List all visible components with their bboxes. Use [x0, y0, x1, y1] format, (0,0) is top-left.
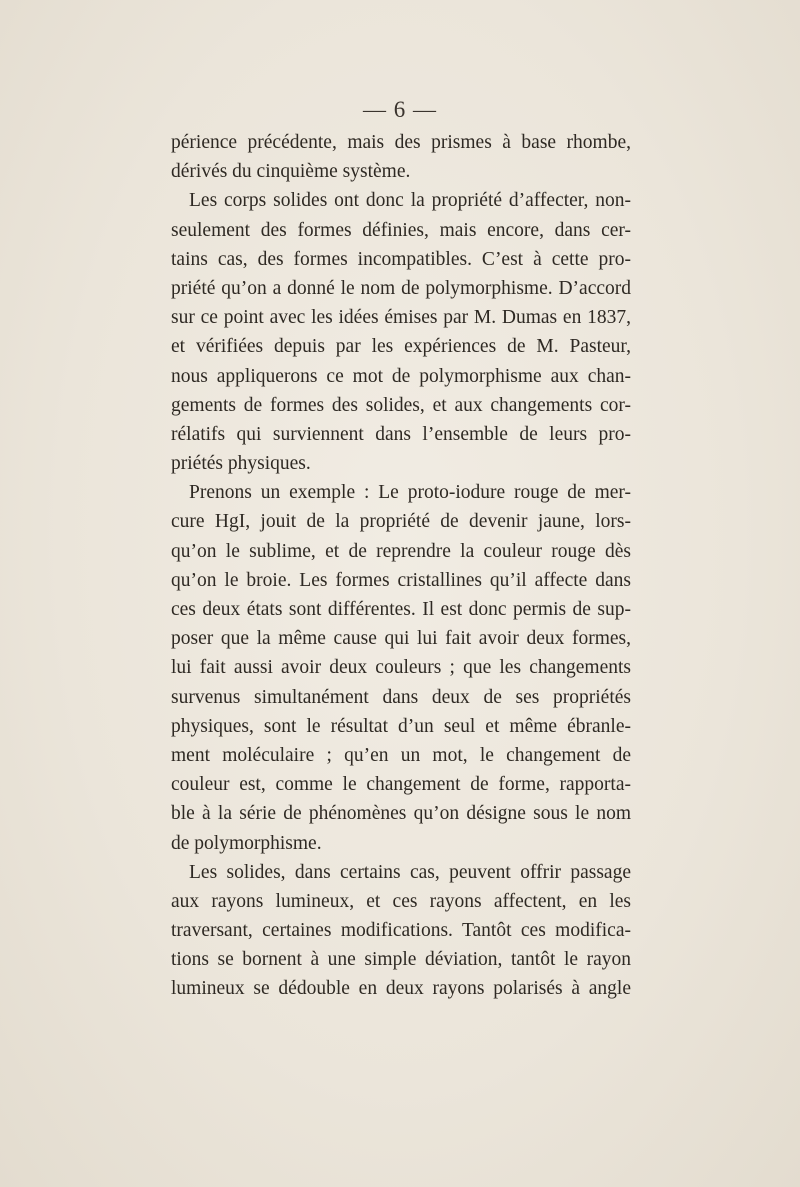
text-line: survenus simultanément dans deux de ses propriétés: [171, 686, 631, 708]
text-line: seulement des formes définies, mais encore, dans cer-: [171, 219, 631, 241]
text-line: lumineux se dédouble en deux rayons polarisés à angle: [171, 978, 631, 1000]
text-line: Prenons un exemple : Le proto-iodure rouge de mer-: [189, 482, 631, 504]
text-line: Les corps solides ont donc la propriété d’affecter, non-: [189, 190, 631, 212]
paragraph: [171, 478, 631, 857]
text-line: aux rayons lumineux, et ces rayons affectent, en les: [171, 890, 631, 912]
text-line: rélatifs qui surviennent dans l’ensemble de leurs pro-: [171, 423, 631, 445]
text-line: nous appliquerons ce mot de polymorphisme aux chan-: [171, 365, 631, 387]
text-line: qu’on le sublime, et de reprendre la couleur rouge dès: [171, 540, 631, 562]
text-line: ment moléculaire ; qu’en un mot, le changement de: [171, 744, 631, 766]
text-line: lui fait aussi avoir deux couleurs ; que les changements: [171, 657, 631, 679]
text-line: de polymorphisme.: [171, 832, 322, 854]
page-number: — 6 —: [363, 97, 437, 122]
text-line: priétés physiques.: [171, 453, 311, 475]
text-line: ble à la série de phénomènes qu’on désigne sous le nom: [171, 803, 631, 825]
text-line: poser que la même cause qui lui fait avoir deux formes,: [171, 628, 631, 650]
text-line: qu’on le broie. Les formes cristallines qu’il affecte dans: [171, 569, 631, 591]
paragraph: [171, 858, 631, 1004]
paragraph: [171, 128, 631, 186]
text-line: couleur est, comme le changement de forme, rapporta-: [171, 774, 631, 796]
text-line: ces deux états sont différentes. Il est donc permis de sup-: [171, 599, 631, 620]
paragraph: [171, 186, 631, 478]
text-line: périence précédente, mais des prismes à base rhombe,: [171, 132, 631, 153]
text-line: cure HgI, jouit de la propriété de devenir jaune, lors-: [171, 511, 631, 533]
text-line: tains cas, des formes incompatibles. C’est à cette pro-: [171, 248, 631, 270]
text-line: et vérifiées depuis par les expériences de M. Pasteur,: [171, 336, 631, 358]
text-line: gements de formes des solides, et aux changements cor-: [171, 394, 631, 416]
body-text: [171, 128, 631, 1004]
text-line: traversant, certaines modifications. Tantôt ces modifica-: [171, 920, 631, 942]
text-line: Les solides, dans certains cas, peuvent offrir passage: [189, 861, 631, 883]
text-line: priété qu’on a donné le nom de polymorphisme. D’accord: [171, 277, 631, 299]
text-line: physiques, sont le résultat d’un seul et même ébranle-: [171, 715, 631, 737]
text-line: sur ce point avec les idées émises par M. Dumas en 1837,: [171, 307, 631, 329]
text-line: tions se bornent à une simple déviation, tantôt le rayon: [171, 949, 631, 971]
text-line: dérivés du cinquième système.: [171, 161, 411, 183]
